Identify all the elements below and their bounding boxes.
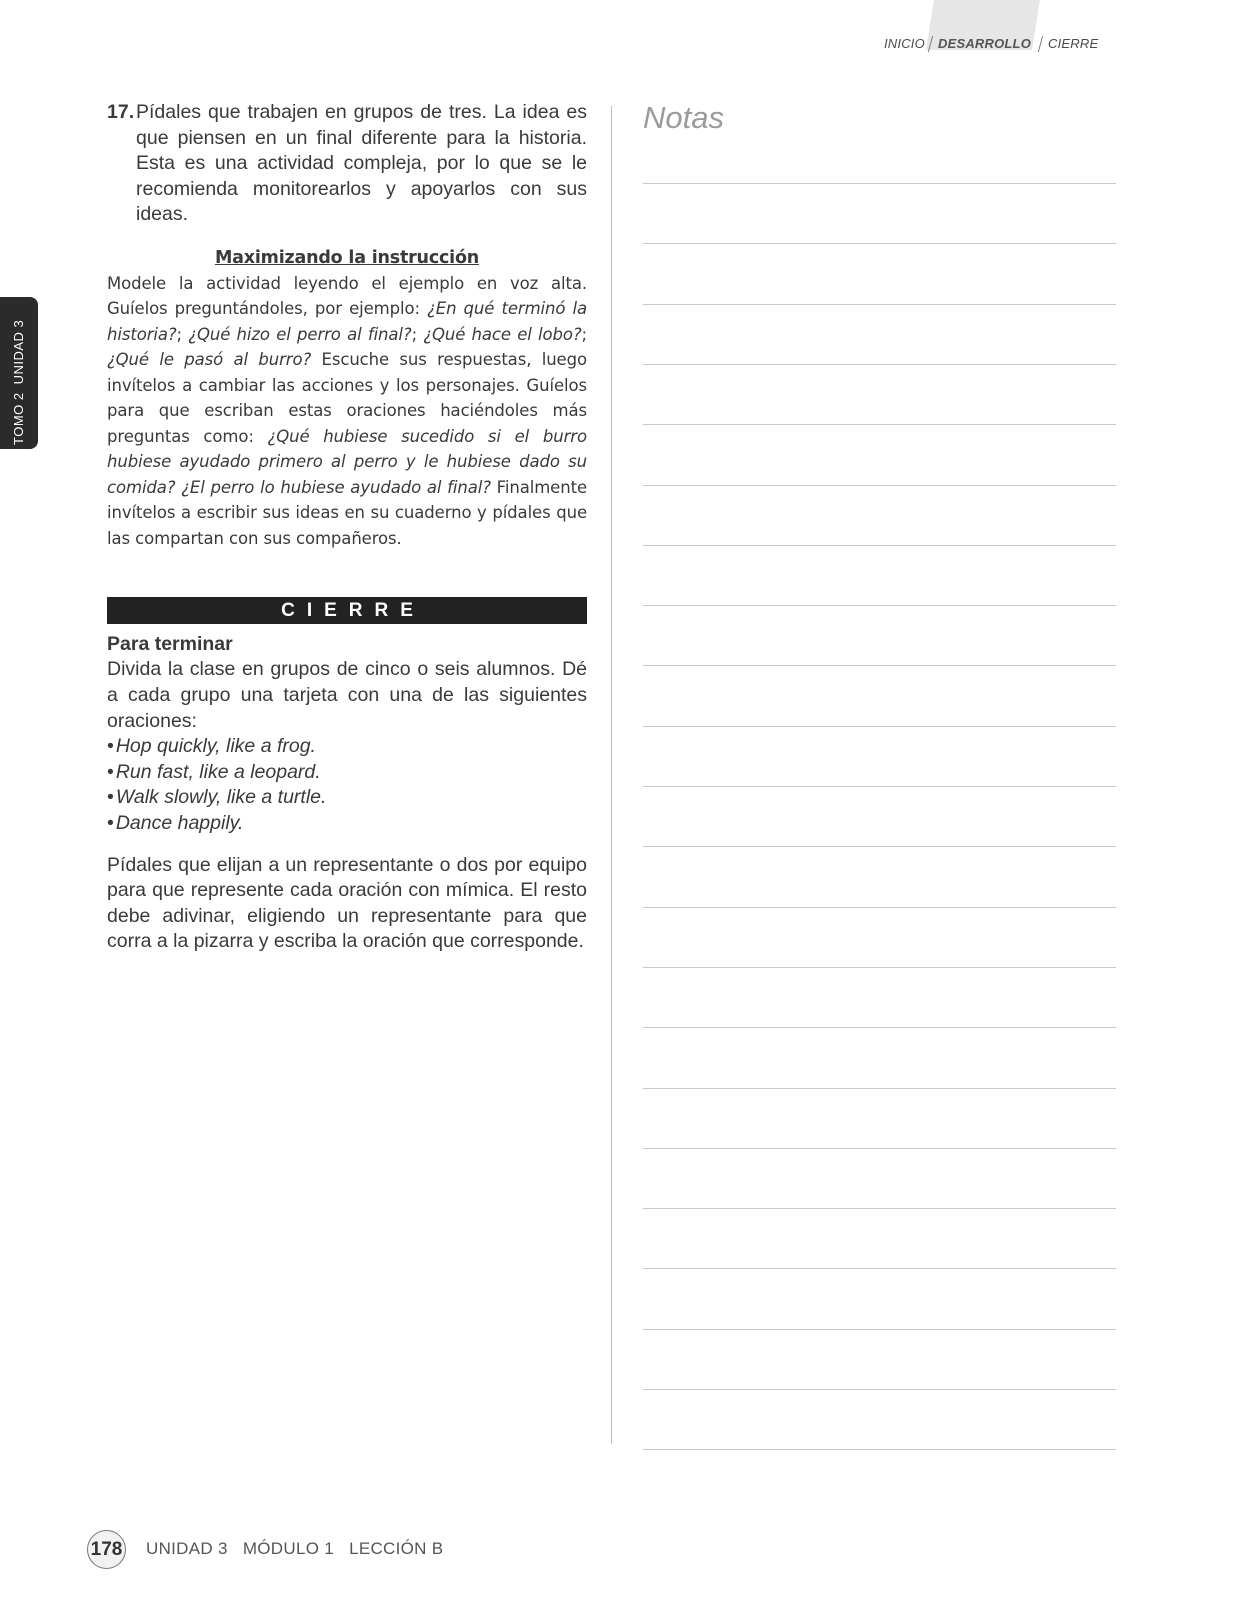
note-line (643, 424, 1116, 425)
question-text: ¿Qué hizo el perro al final? (188, 324, 412, 344)
note-line (643, 1088, 1116, 1089)
side-tab-unidad: UNIDAD 3 (11, 319, 26, 385)
note-line (643, 1268, 1116, 1269)
note-line (643, 665, 1116, 666)
cierre-section-bar: CIERRE (107, 597, 587, 624)
nav-separator (1038, 36, 1043, 52)
list-item-text: Hop quickly, like a frog. (115, 735, 316, 758)
side-tab-label (12, 312, 25, 445)
question-text: ¿En qué terminó la historia? (107, 299, 587, 344)
numbered-item (107, 100, 587, 228)
text-run: Escuche sus respuestas, luego invítelos a cambiar las acciones y los personajes. Guíelos para que escriban estas oraciones haciéndoles más preguntas como: (107, 350, 587, 446)
note-line (643, 1208, 1116, 1209)
list-item: • Dance happily. (107, 812, 244, 835)
maximizando-text (107, 271, 587, 552)
note-line (643, 1449, 1116, 1450)
note-line (643, 304, 1116, 305)
text-run: ; (411, 324, 424, 344)
list-item-text: Run fast, like a leopard. (115, 760, 321, 783)
item-number: 17. (107, 101, 135, 123)
maximizando-title: Maximizando la instrucción (214, 247, 480, 268)
question-text: ¿Qué hace el lobo? (423, 324, 582, 344)
list-item: • Walk slowly, like a turtle. (107, 786, 327, 809)
note-line (643, 1329, 1116, 1330)
sentence-list (107, 734, 587, 836)
question-text: ¿Qué hubiese sucedido si el burro hubiese ayudado primero al perro y le hubiese dado su comida? ¿El perro lo hubiese ayudado al final? (107, 426, 587, 497)
cierre-closing: Pídales que elijan a un representante o dos por equipo para que represente cada oración con mímica. El resto debe adivinar, eligiendo un representante para que corra a la pizarra y escriba la oración que corresponde. (107, 853, 587, 953)
note-line (643, 605, 1116, 606)
note-line (643, 545, 1116, 546)
main-content (107, 100, 587, 955)
nav-cierre[interactable]: CIERRE (1048, 36, 1099, 51)
list-item: • Hop quickly, like a frog. (107, 735, 316, 758)
note-line (643, 786, 1116, 787)
section-nav (880, 0, 1120, 60)
note-line (643, 243, 1116, 244)
note-line (643, 1389, 1116, 1390)
item-text: Pídales que trabajen en grupos de tres. La idea es que piensen en un final diferente para la historia. Esta es una actividad compleja, por lo que se le recomienda monitorearlos y apoyarlos con sus ideas. (136, 101, 587, 226)
note-line (643, 1027, 1116, 1028)
note-line (643, 485, 1116, 486)
footer-breadcrumb: UNIDAD 3 MÓDULO 1 LECCIÓN B (146, 1539, 444, 1558)
note-line (643, 846, 1116, 847)
note-line (643, 726, 1116, 727)
question-text: ¿Qué le pasó al burro? (107, 350, 312, 370)
nav-inicio[interactable]: INICIO (884, 36, 925, 51)
cierre-intro: Divida la clase en grupos de cinco o seis alumnos. Dé a cada grupo una tarjeta con una de las siguientes oraciones: (107, 658, 587, 732)
list-item: • Run fast, like a leopard. (107, 760, 321, 783)
text-run: ; (581, 324, 588, 344)
side-tab (0, 297, 38, 449)
text-run: ; (176, 324, 189, 344)
column-divider (611, 106, 612, 1444)
notes-title: Notas (643, 100, 724, 135)
list-item-text: Dance happily. (115, 812, 244, 835)
text-run: Finalmente invítelos a escribir sus ideas en su cuaderno y pídales que las compartan con sus compañeros. (107, 477, 587, 548)
note-line (643, 967, 1116, 968)
para-terminar-title: Para terminar (107, 633, 233, 656)
side-tab-tomo: TOMO 2 (11, 392, 26, 445)
note-line (643, 907, 1116, 908)
note-line (643, 1148, 1116, 1149)
text-run: Modele la actividad leyendo el ejemplo en voz alta. Guíelos preguntándoles, por ejemplo: (107, 273, 587, 319)
note-line (643, 364, 1116, 365)
list-item-text: Walk slowly, like a turtle. (115, 786, 327, 809)
page-number: 178 (87, 1530, 126, 1569)
maximizando-box (107, 246, 587, 552)
note-line (643, 183, 1116, 184)
nav-desarrollo[interactable]: DESARROLLO (938, 36, 1031, 51)
